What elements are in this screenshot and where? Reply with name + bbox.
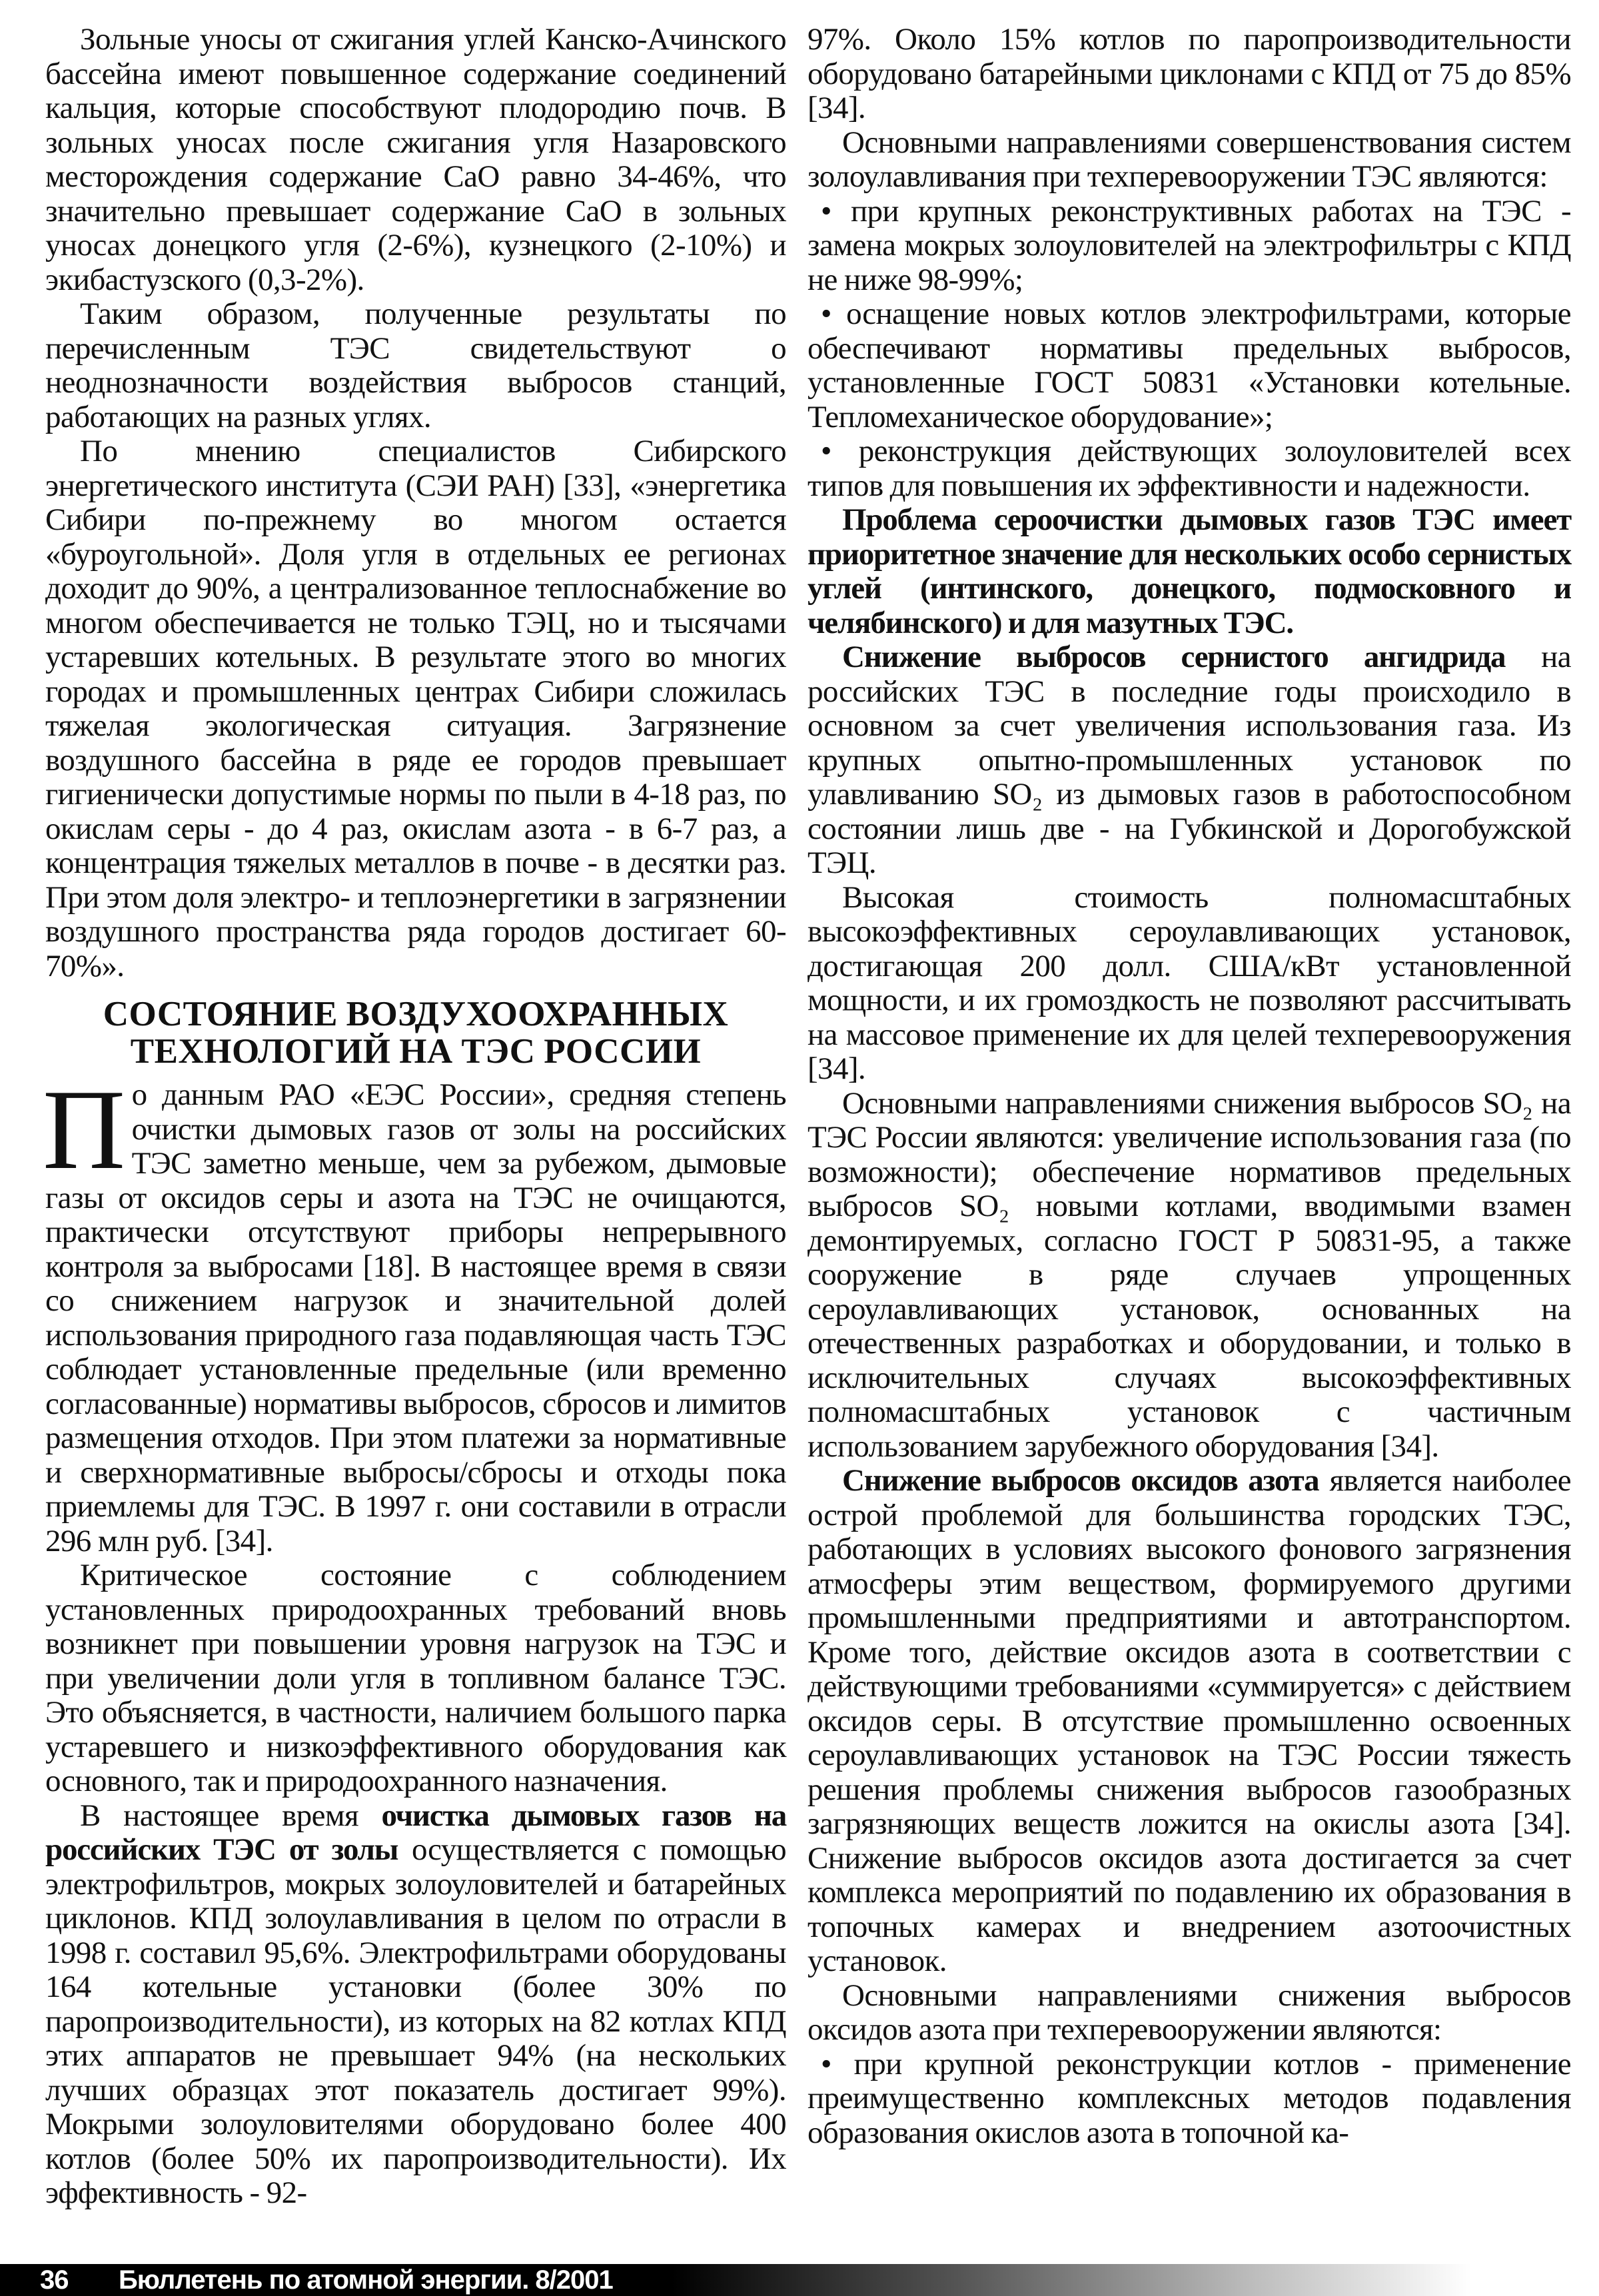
page-footer	[0, 2264, 1599, 2296]
bullet-item	[807, 2047, 1571, 2151]
bullet-item	[807, 195, 1571, 298]
text: • оснащение новых котлов электрофильтрами, которые обеспечивают нормативы предельных выбросов, установленные ГОСТ 50831 «Установки котельные. Тепломеханическое оборудование»;	[807, 296, 1571, 434]
paragraph	[807, 1087, 1571, 1464]
bold-text: Снижение выбросов оксидов азота	[842, 1463, 1319, 1498]
paragraph	[807, 503, 1571, 640]
section-heading: СОСТОЯНИЕ ВОЗДУХООХРАННЫХ ТЕХНОЛОГИЙ НА ТЭС РОССИИ	[103, 995, 729, 1071]
paragraph	[45, 297, 786, 434]
paragraph	[807, 23, 1571, 126]
paragraph	[807, 640, 1571, 881]
dropcap-letter: П	[43, 1067, 125, 1193]
text: • реконструкция действующих золоуловителей всех типов для повышения их эффективности и надежности.	[807, 434, 1571, 503]
right-paragraphs	[807, 23, 1571, 2150]
journal-title: Бюллетень по атомной энергии. 8/2001	[119, 2265, 613, 2295]
text: является наиболее острой проблемой для большинства городских ТЭС, работающих в условиях высокого фонового загрязнения атмосферы этим веществом, формируемого другими промышленными предприятиями и автотранспортом. Кроме того, действие оксидов азота в соответствии с действующими требованиями «суммируется» с действием оксидов серы. В отсутствие промышленно освоенных сероулавливающих установок на ТЭС России тяжесть решения проблемы снижения выбросов газообразных загрязняющих веществ ложится на окислы азота [34]. Снижение выбросов оксидов азота достигается за счет комплекса мероприятий по подавлению их образования в топочных камерах и внедрением азотоочистных установок.	[807, 1463, 1571, 1978]
text: Основными направлениями совершенствования систем золоулавливания при техперевооружении ТЭС являются:	[807, 125, 1571, 194]
bold-text: Снижение выбросов сернистого ангидрида	[842, 640, 1506, 674]
text: Зольные уносы от сжигания углей Канско-Ачинского бассейна имеют повышенное содержание соединений кальция, которые способствуют плодородию почв. В зольных уносах после сжигания угля Назаровского месторождения содержание CaO равно 34-46%, что значительно превышает содержание CaO в зольных уносах донецкого угля (2-6%), кузнецкого (2-10%) и экибастузского (0,3-2%).	[45, 22, 786, 297]
text: осуществляется с помощью электрофильтров, мокрых золоуловителей и батарейных циклонов. КПД золоулавливания в целом по отрасли в 1998 г. составил 95,6%. Электрофильтрами оборудованы 164 котельные установки (более 30% по паропроизводительности), из которых на 82 котлах КПД этих аппаратов не превышает 94% (на нескольких лучших образцах этот показатель достигает 99%). Мокрыми золоуловителями оборудовано более 400 котлов (более 50% их паропроизводительности). Их эффективность - 92-	[45, 1832, 786, 2210]
text: Таким образом, полученные результаты по перечисленным ТЭС свидетельствуют о неоднозначности воздействия выбросов станций, работающих на разных углях.	[45, 296, 786, 434]
text: 97%. Около 15% котлов по паропроизводительности оборудовано батарейными циклонами с КПД от 75 до 85% [34].	[807, 22, 1571, 125]
text: Основными направлениями снижения выбросов SO₂ на ТЭС России являются: увеличение использования газа (по возможности); обеспечение нормативов предельных выбросов SO₂ новыми котлами, вводимыми взамен демонтируемых, согласно ГОСТ Р 50831-95, а также сооружение в ряде случаев упрощенных сероулавливающих установок, основанных на отечественных разработках и оборудовании, и только в исключительных случаях высокоэффективных полномасштабных установок с частичным использованием зарубежного оборудования [34].	[807, 1085, 1571, 1464]
paragraph	[45, 1799, 786, 2211]
text: Высокая стоимость полномасштабных высокоэффективных сероулавливающих установок, достигающая 200 долл. США/кВт установленной мощности, и их громоздкость не позволяют рассчитывать на массовое применение их для целей техперевооружения [34].	[807, 879, 1571, 1086]
paragraph	[45, 23, 786, 297]
left-bottom-paragraphs	[45, 1558, 786, 2211]
bold-text: Проблема сероочистки дымовых газов ТЭС имеет приоритетное значение для нескольких особо сернистых углей (интинского, донецкого, подмосковного и челябинского) и для мазутных ТЭС.	[807, 502, 1571, 640]
text: на российских ТЭС в последние годы происходило в основном за счет увеличения использования газа. Из крупных опытно-промышленных установок по улавливанию SO₂ из дымовых газов в работоспособном состоянии лишь две - на Губкинской и Дорогобужской ТЭЦ.	[807, 640, 1571, 880]
right-column	[807, 23, 1571, 2150]
paragraph	[807, 881, 1571, 1087]
paragraph	[807, 1979, 1571, 2047]
paragraph	[807, 1464, 1571, 1979]
bullet-item	[807, 434, 1571, 503]
dropcap-paragraph-text: о данным РАО «ЕЭС России», средняя степень очистки дымовых газов от золы на российских ТЭС заметно меньше, чем за рубежом, дымовые газы от оксидов серы и азота на ТЭС не очищаются, практически отсутствуют приборы непрерывного контроля за выбросами [18]. В настоящее время в связи со снижением нагрузок и значительной долей использования природного газа подавляющая часть ТЭС соблюдает установленные предельные (или временно согласованные) нормативы выбросов, сбросов и лимитов размещения отходов. При этом платежи за нормативные и сверхнормативные выбросы/сбросы и отходы пока приемлемы для ТЭС. В 1997 г. они составили в отрасли 296 млн руб. [34].	[45, 1077, 786, 1558]
paragraph	[45, 434, 786, 983]
dropcap-paragraph	[43, 1067, 786, 1558]
paragraph	[45, 1558, 786, 1799]
text: • при крупной реконструкции котлов - применение преимущественно комплексных методов подавления образования окислов азота в топочной ка-	[807, 2046, 1571, 2150]
bullet-item	[807, 297, 1571, 434]
text: В настоящее время	[80, 1798, 382, 1833]
bold-text: очистка дымовых газов на российских ТЭС от золы	[45, 1798, 786, 1867]
text: Основными направлениями снижения выбросов оксидов азота при техперевооружении являются:	[807, 1978, 1571, 2047]
left-column	[45, 23, 786, 2211]
text: Критическое состояние с соблюдением установленных природоохранных требований вновь возникнет при повышении уровня нагрузок на ТЭС и при увеличении доли угля в топливном балансе ТЭС. Это объясняется, в частности, наличием большого парка устаревшего и низкоэффективного оборудования как основного, так и природоохранного назначения.	[45, 1558, 786, 1798]
text: По мнению специалистов Сибирского энергетического института (СЭИ РАН) [33], «энергетика Сибири по-прежнему во многом остается «буроугольной». Доля угля в отдельных ее регионах доходит до 90%, а централизованное теплоснабжение во многом обеспечивается не только ТЭЦ, но и тысячами устаревших котельных. В результате этого во многих городах и промышленных центрах Сибири сложилась тяжелая экологическая ситуация. Загрязнение воздушного бассейна в ряде ее городов превышает гигиенически допустимые нормы по пыли в 4-18 раз, по окислам серы - до 4 раз, окислам азота - в 6-7 раз, а концентрация тяжелых металлов в почве - в десятки раз. При этом доля электро- и теплоэнергетики в загрязнении воздушного пространства ряда городов достигает 60-70%».	[45, 434, 786, 983]
text: • при крупных реконструктивных работах на ТЭС - замена мокрых золоуловителей на электрофильтры с КПД не ниже 98-99%;	[807, 193, 1571, 297]
page-number: 36	[40, 2265, 69, 2295]
paragraph	[807, 126, 1571, 195]
left-top-paragraphs	[45, 23, 786, 983]
